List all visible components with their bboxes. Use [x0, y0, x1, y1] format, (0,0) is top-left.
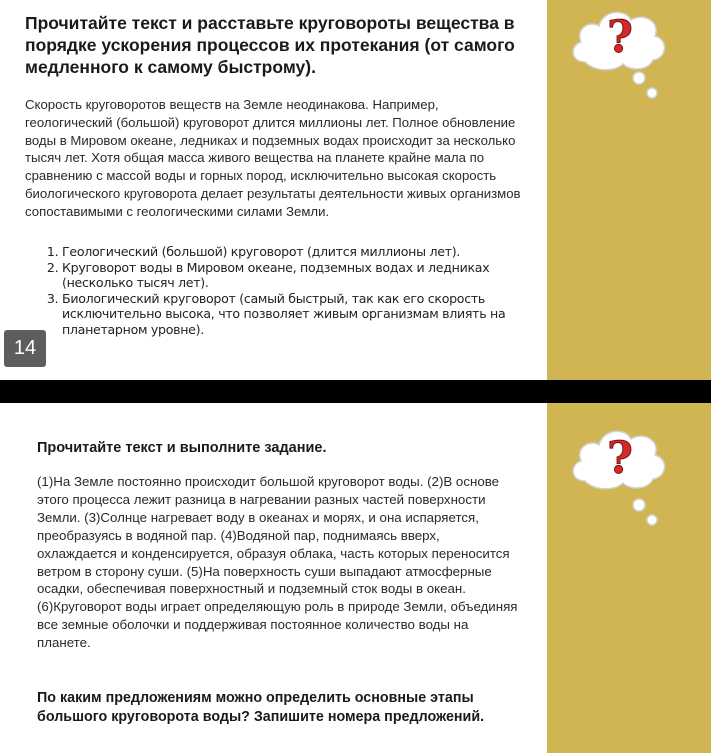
answer-item: 3. Биологический круговорот (самый быстрый, так как его скорость исключительно высока, что позволяет живым организмам влиять на планетарном уровне).	[62, 291, 532, 338]
task-paragraph: (1)На Земле постоянно происходит большой круговорот воды. (2)В основе этого процесса лежит разница в нагревании разных частей поверхности Земли. (3)Солнце нагревает воду в океанах и морях, и она испаряется, преобразуясь в водяной пар. (4)Водяной пар, поднимаясь вверх, охлаждается и конденсируется, образуя облака, часть которых переносится ветром в сторону суши. (5)На поверхность суши выпадают атмосферные осадки, обеспечивая поверхностный и подземный сток воды в океан. (6)Круговорот воды играет определяющую роль в природе Земли, объединяя все земные оболочки и поддерживая постоянное количество воды на планете.	[37, 474, 518, 651]
question-cloud-icon	[565, 419, 675, 529]
question-cloud-icon	[565, 0, 675, 105]
task-card-bottom	[0, 403, 711, 753]
answer-list	[40, 244, 532, 337]
section-divider	[0, 380, 711, 403]
task-question: По каким предложениям можно определить основные этапы большого круговорота воды? Запишите номера предложений.	[37, 690, 485, 725]
answer-item: 1. Геологический (большой) круговорот (длится миллионы лет).	[62, 244, 532, 260]
answer-item: 2. Круговорот воды в Мировом океане, подземных водах и ледниках (несколько тысяч лет).	[62, 260, 532, 291]
task-title: Прочитайте текст и расставьте круговороты вещества в порядке ускорения процессов их протекания (от самого медленного к самому быстрому).	[25, 13, 515, 77]
task-title: Прочитайте текст и выполните задание.	[37, 440, 327, 456]
task-paragraph: Скорость круговоротов веществ на Земле неодинакова. Например, геологический (большой) круговорот длится миллионы лет. Полное обновление воды в Мировом океане, ледниках и подземных водах происходит за несколько тысяч лет. Хотя общая масса живого вещества на планете крайне мала по сравнению с массой воды и горных пород, исключительно высокая скорость биологического круговорота делает результаты деятельности живых организмов сопоставимыми с геологическими силами Земли.	[25, 97, 521, 219]
page-number-badge: 14	[4, 330, 46, 367]
svg-text:?: ?	[607, 433, 633, 484]
svg-text:?: ?	[607, 12, 633, 63]
